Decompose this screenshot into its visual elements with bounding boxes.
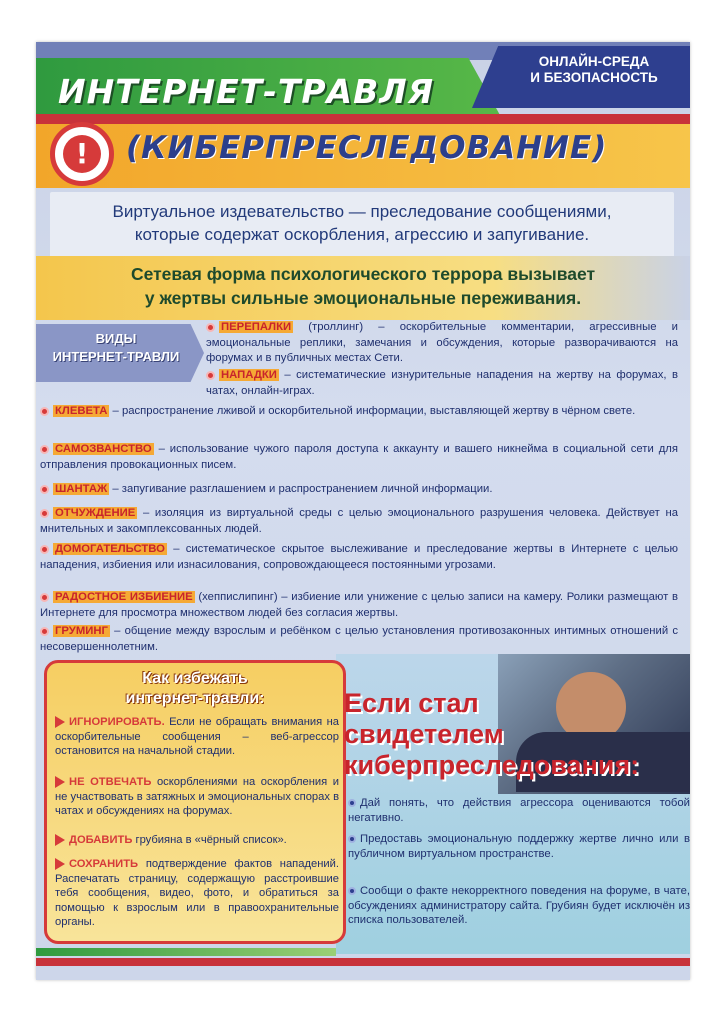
avoid-term: СОХРАНИТЬ <box>69 858 139 870</box>
avoid-term: ДОБАВИТЬ <box>69 834 133 846</box>
type-desc: – общение между взрослым и ребёнком с целью установления противозаконных интимных отношений с несовершеннолетним. <box>40 625 678 653</box>
arrow-right-icon <box>55 858 65 870</box>
exclamation-icon <box>50 122 114 186</box>
type-item-trolling <box>206 320 678 367</box>
bullet-icon <box>206 371 215 380</box>
avoid-desc: грубияна в «чёрный список». <box>132 834 287 846</box>
witness-title <box>344 688 639 781</box>
avoid-item-blacklist <box>55 833 339 848</box>
witness-item-text: Сообщи о факте некорректного поведения на форуме, в чате, обсуждениях администратору сайта. Грубиян будет исключён из списка пользователей. <box>348 885 690 926</box>
badge-line-2: И БЕЗОПАСНОСТЬ <box>530 70 658 85</box>
type-term: ПЕРЕПАЛКИ <box>221 321 292 333</box>
bullet-icon <box>348 835 356 843</box>
types-heading <box>36 330 196 366</box>
type-term: ГРУМИНГ <box>55 625 108 637</box>
terror-line-2: у жертвы сильные эмоциональные переживания. <box>144 288 582 308</box>
bullet-icon <box>40 593 49 602</box>
avoid-term: ИГНОРИРОВАТЬ. <box>69 716 165 728</box>
avoid-term: НЕ ОТВЕЧАТЬ <box>69 776 152 788</box>
type-desc: – систематические изнурительные нападения на жертву на форумах, в чатах, онлайн-играх. <box>206 369 678 397</box>
type-term: КЛЕВЕТА <box>55 405 108 417</box>
witness-item-1 <box>348 796 690 825</box>
arrow-right-icon <box>55 834 65 846</box>
type-item-harassment <box>40 542 678 573</box>
type-desc: (троллинг) – оскорбительные комментарии, агрессивные и эмоциональные реплики, замечания и обсуждения, которые разворачиваются на форумах и в публичных местах Сети. <box>206 321 678 364</box>
arrow-right-icon <box>55 776 65 788</box>
types-heading-line-2: ИНТЕРНЕТ-ТРАВЛИ <box>52 349 180 364</box>
avoid-desc: подтверждение фактов нападений. Распечатать страницу, содержащую расстроившие тебя сообщения, видео, фото, и обратиться за помощью к взрослым или в правоохранительные органы. <box>55 858 339 928</box>
type-term: ОТЧУЖДЕНИЕ <box>55 507 136 519</box>
type-desc: – изоляция из виртуальной среды с целью эмоционального разрушения человека. Действует на мнительных и закомплексованных людей. <box>40 507 678 535</box>
topic-badge <box>506 54 682 86</box>
bullet-icon <box>40 627 49 636</box>
avoid-desc: оскорблениями на оскорбления и не участвовать в затяжных и эмоциональных спорах в чатах и обсуждениях на форумах. <box>55 776 340 817</box>
witness-title-line-1: Если стал <box>344 688 479 718</box>
terror-line-1: Сетевая форма психологического террора вызывает <box>130 264 596 284</box>
witness-item-3 <box>348 884 690 928</box>
bullet-icon <box>348 799 356 807</box>
intro-text <box>50 200 674 246</box>
bullet-icon <box>40 407 49 416</box>
witness-item-text: Предоставь эмоциональную поддержку жертве лично или в публичном виртуальном пространстве. <box>348 833 690 860</box>
type-desc: – запугивание разглашением и распространением личной информации. <box>109 483 493 495</box>
header-red-stripe <box>36 114 690 124</box>
bullet-icon <box>40 485 49 494</box>
footer-red-stripe <box>36 958 690 966</box>
arrow-right-icon <box>55 716 65 728</box>
poster <box>36 42 690 980</box>
types-heading-line-1: ВИДЫ <box>95 331 137 346</box>
intro-line-1: Виртуальное издевательство — преследование сообщениями, <box>112 202 612 221</box>
badge-line-1: ОНЛАЙН-СРЕДА <box>538 54 650 69</box>
bullet-icon <box>348 887 356 895</box>
type-desc: (хеппислипинг) – избиение или унижение с целью записи на камеру. Ролики размещают в Интернете для просмотра множеством людей без согласия жертвы. <box>40 591 679 619</box>
avoid-item-ignore <box>55 715 339 759</box>
intro-line-2: которые содержат оскорбления, агрессию и запугивание. <box>134 225 590 244</box>
bullet-icon <box>206 323 215 332</box>
bullet-icon <box>40 545 49 554</box>
type-item-blackmail <box>40 482 678 498</box>
type-term: ДОМОГАТЕЛЬСТВО <box>55 543 165 555</box>
avoid-title <box>47 669 343 709</box>
type-desc: – распространение лживой и оскорбительной информации, выставляющей жертву в чёрном свете. <box>109 405 636 417</box>
avoid-item-no-reply <box>55 775 339 819</box>
type-item-attacks <box>206 368 678 399</box>
type-term: САМОЗВАНСТВО <box>55 443 152 455</box>
type-item-alienation <box>40 506 678 537</box>
poster-subtitle: (КИБЕРПРЕСЛЕДОВАНИЕ) <box>126 130 608 166</box>
type-term: НАПАДКИ <box>221 369 277 381</box>
type-item-slander <box>40 404 678 420</box>
avoid-title-line-2: интернет-травли: <box>125 690 265 707</box>
type-desc: – систематическое скрытое выслеживание и преследование жертвы в Интернете с целью нападения, избиения или изнасилования, сопровождающееся постоянными угрозами. <box>40 543 678 571</box>
avoid-box <box>44 660 346 944</box>
avoid-title-line-1: Как избежать <box>142 670 248 687</box>
witness-title-line-3: киберпреследования: <box>344 750 640 780</box>
avoid-item-save <box>55 857 339 930</box>
witness-title-line-2: свидетелем <box>344 719 504 749</box>
terror-text <box>50 262 676 310</box>
poster-title: ИНТЕРНЕТ-ТРАВЛЯ <box>58 72 435 111</box>
witness-item-text: Дай понять, что действия агрессора оцениваются тобой негативно. <box>348 797 690 824</box>
witness-item-2 <box>348 832 690 861</box>
avoid-desc: Если не обращать внимания на оскорбительные сообщения – веб-агрессор остановится на начальной стадии. <box>55 716 339 757</box>
type-item-impersonation <box>40 442 678 473</box>
footer-green-stripe <box>36 948 336 956</box>
type-term: РАДОСТНОЕ ИЗБИЕНИЕ <box>55 591 193 603</box>
bullet-icon <box>40 509 49 518</box>
type-term: ШАНТАЖ <box>55 483 108 495</box>
exclamation-mark: ! <box>63 135 101 173</box>
type-desc: – использование чужого пароля доступа к аккаунту и вашего никнейма в социальной сети для отправления провокационных писем. <box>40 443 678 471</box>
type-item-happy-slapping <box>40 590 678 621</box>
type-item-grooming <box>40 624 678 655</box>
bullet-icon <box>40 445 49 454</box>
